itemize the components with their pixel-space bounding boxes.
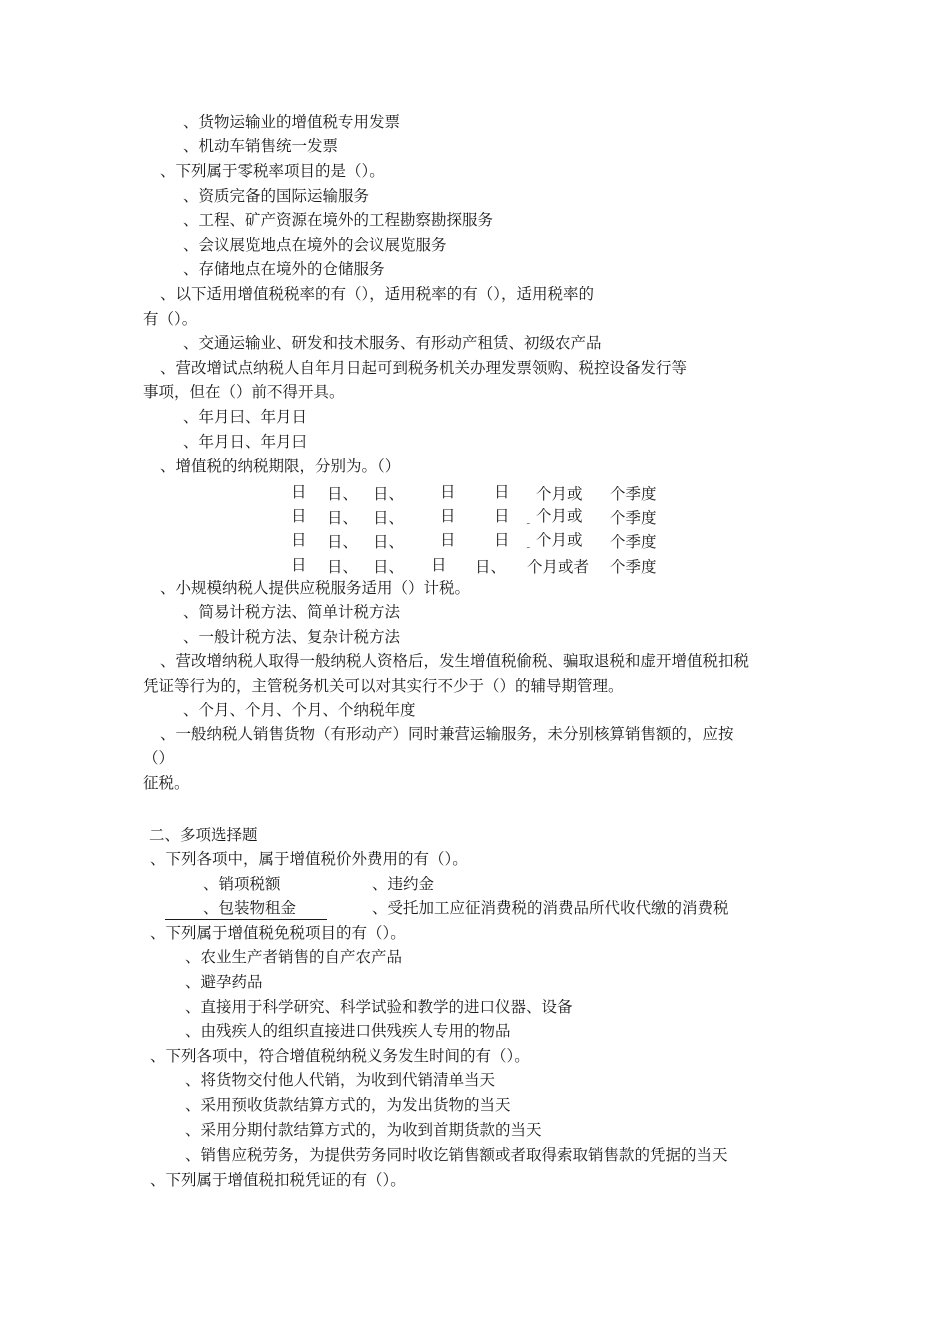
option-line: 、将货物交付他人代销，为收到代销清单当天 — [185, 1071, 496, 1089]
question-stem: 、下列各项中，属于增值税价外费用的有（）。 — [150, 850, 468, 868]
question-stem-continued: 事项，但在（）前不得开具。 — [143, 383, 345, 401]
question-stem: 、下列属于零税率项目的是（）。 — [160, 162, 385, 180]
option-b: 、违约金 — [372, 875, 435, 893]
question-stem-continued: 征税。 — [143, 774, 190, 792]
section-title: 二、多项选择题 — [149, 826, 258, 844]
option-line: 、资质完备的国际运输服务 — [183, 187, 370, 205]
option-line: 、避孕药品 — [185, 973, 263, 991]
option-c: 、包装物租金 — [165, 898, 327, 920]
period-cell: 日 — [440, 531, 456, 549]
period-cell: 个月或 — [536, 485, 583, 503]
option-a: 、销项税额 — [203, 875, 281, 893]
option-line: 、一般计税方法、复杂计税方法 — [183, 628, 401, 646]
question-stem: 、小规模纳税人提供应税服务适用（）计税。 — [160, 579, 471, 597]
option-line: 、存储地点在境外的仓储服务 — [183, 260, 385, 278]
question-stem: 、营改增试点纳税人自年月日起可到税务机关办理发票领购、税控设备发行等 — [160, 359, 688, 377]
period-cell: 个季度 — [610, 509, 657, 527]
option-line: 、销售应税劳务，为提供劳务同时收讫销售额或者取得索取销售款的凭据的当天 — [185, 1146, 728, 1164]
period-cell: 日 — [431, 556, 447, 574]
option-line: 、简易计税方法、简单计税方法 — [183, 603, 401, 621]
tick-mark: ˜ — [526, 547, 531, 557]
period-cell: 日、 — [373, 533, 405, 551]
period-cell: 日 — [291, 507, 307, 525]
option-line: 、会议展览地点在境外的会议展览服务 — [183, 236, 447, 254]
option-line: 、采用分期付款结算方式的，为收到首期货款的当天 — [185, 1121, 542, 1139]
period-cell: 个季度 — [610, 558, 657, 576]
question-stem: 、一般纳税人销售货物（有形动产）同时兼营运输服务，未分别核算销售额的，应按 — [160, 725, 734, 743]
period-cell: 个月或 — [536, 531, 583, 549]
period-cell: 日、 — [327, 509, 359, 527]
period-cell: 个季度 — [610, 533, 657, 551]
period-cell: 日、 — [373, 485, 405, 503]
question-stem-continued: 有（）。 — [143, 310, 198, 328]
option-line: 、交通运输业、研发和技术服务、有形动产租赁、初级农产品 — [183, 334, 602, 352]
period-cell: 日 — [494, 531, 510, 549]
option-line: 、由残疾人的组织直接进口供残疾人专用的物品 — [185, 1022, 511, 1040]
period-cell: 日、 — [327, 485, 359, 503]
option-line: 、工程、矿产资源在境外的工程勘察勘探服务 — [183, 211, 494, 229]
period-cell: 个月或者 — [527, 558, 590, 576]
option-line: 、直接用于科学研究、科学试验和教学的进口仪器、设备 — [185, 998, 573, 1016]
period-cell: 日 — [440, 483, 456, 501]
question-stem-continued: （） — [143, 749, 175, 767]
period-cell: 个季度 — [610, 485, 657, 503]
option-line: 、采用预收货款结算方式的，为发出货物的当天 — [185, 1096, 511, 1114]
question-stem-continued: 凭证等行为的，主管税务机关可以对其实行不少于（）的辅导期管理。 — [143, 677, 624, 695]
period-cell: 日、 — [327, 533, 359, 551]
question-stem: 、营改增纳税人取得一般纳税人资格后，发生增值税偷税、骗取退税和虚开增值税扣税 — [160, 652, 750, 670]
option-line: 、年月曰、年月日 — [183, 408, 308, 426]
period-cell: 日、 — [475, 558, 507, 576]
period-cell: 日 — [440, 507, 456, 525]
period-cell: 日 — [291, 531, 307, 549]
question-stem: 、下列属于增值税扣税凭证的有（）。 — [150, 1171, 406, 1189]
option-line: 、农业生产者销售的自产农产品 — [185, 948, 403, 966]
option-line: 、机动车销售统一发票 — [183, 137, 339, 155]
tick-mark: ˜ — [526, 523, 531, 533]
period-cell: 个月或 — [536, 507, 583, 525]
question-stem: 、下列属于增值税免税项目的有（）。 — [150, 924, 406, 942]
period-cell: 日、 — [327, 558, 359, 576]
question-stem: 、下列各项中，符合增值税纳税义务发生时间的有（）。 — [150, 1047, 530, 1065]
period-cell: 日 — [494, 483, 510, 501]
period-cell: 日 — [291, 483, 307, 501]
question-stem: 、增值税的纳税期限，分别为。（） — [160, 457, 401, 475]
question-stem: 、以下适用增值税税率的有（），适用税率的有（），适用税率的 — [160, 285, 595, 303]
period-cell: 日、 — [373, 509, 405, 527]
period-cell: 日 — [291, 556, 307, 574]
period-cell: 日、 — [373, 558, 405, 576]
period-cell: 日 — [494, 507, 510, 525]
option-line: 、年月日、年月曰 — [183, 433, 308, 451]
option-d: 、受托加工应征消费税的消费品所代收代缴的消费税 — [372, 899, 729, 917]
option-line: 、货物运输业的增值税专用发票 — [183, 113, 401, 131]
option-line: 、个月、个月、个月、个纳税年度 — [183, 701, 416, 719]
